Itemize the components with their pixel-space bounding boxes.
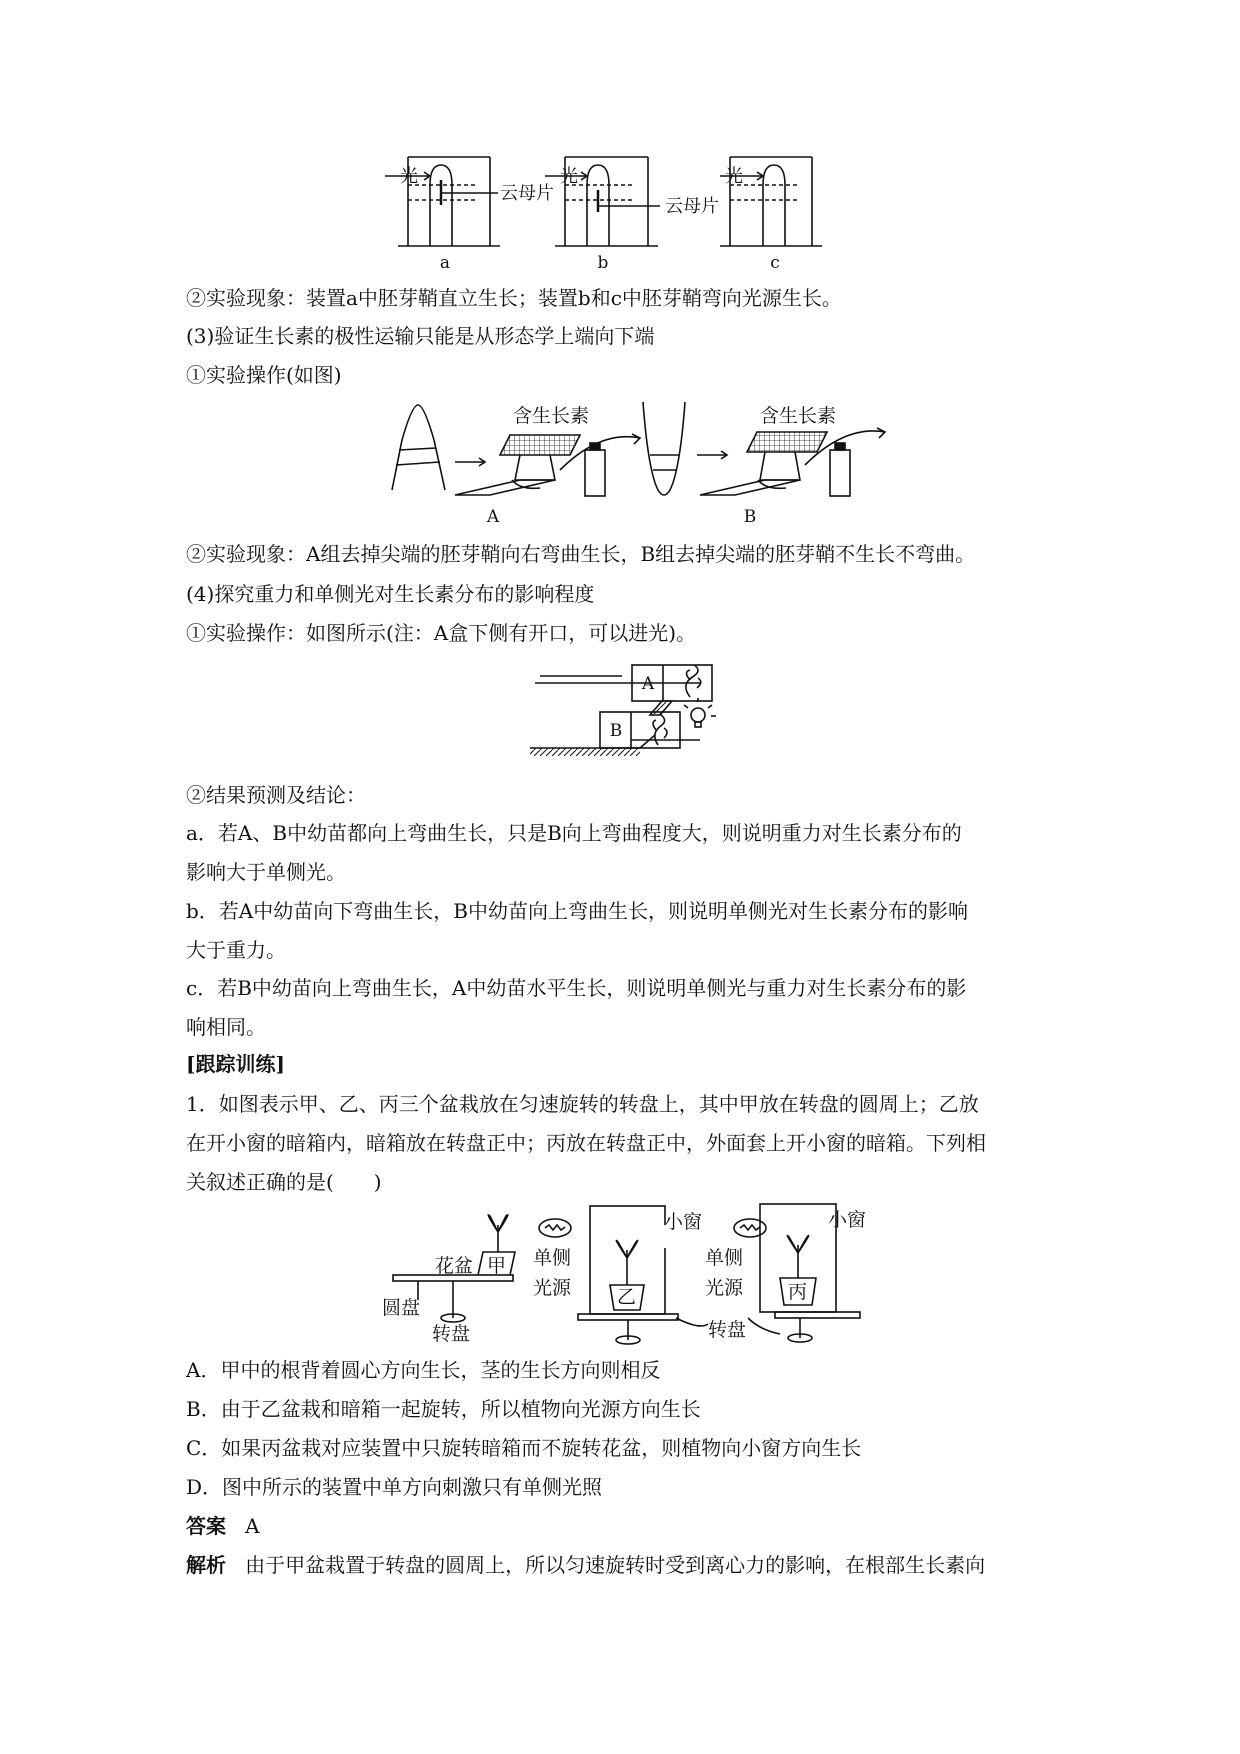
paragraph: ①实验操作(如图) bbox=[186, 363, 342, 387]
question-text: 关叙述正确的是( ) bbox=[186, 1170, 382, 1194]
light-label-a: 光 bbox=[400, 166, 418, 187]
paragraph: ①实验操作：如图所示(注：A盒下侧有开口，可以进光)。 bbox=[186, 621, 697, 645]
mica-label-a: 云母片 bbox=[500, 183, 554, 204]
analysis-text: 由于甲盆栽置于转盘的圆周上，所以匀速旋转时受到离心力的影响，在根部生长素向 bbox=[245, 1553, 986, 1577]
answer-label: 答案 bbox=[186, 1514, 226, 1538]
analysis-label: 解析 bbox=[186, 1553, 226, 1577]
disc-label: 圆盘 bbox=[382, 1297, 421, 1319]
paragraph: b．若A中幼苗向下弯曲生长，B中幼苗向上弯曲生长，则说明单侧光对生长素分布的影响 bbox=[186, 899, 968, 923]
option-b: B．由于乙盆栽和暗箱一起旋转，所以植物向光源方向生长 bbox=[186, 1397, 701, 1421]
pot-yi-label: 乙 bbox=[617, 1286, 637, 1308]
paragraph: ②结果预测及结论： bbox=[186, 783, 366, 807]
paragraph: a．若A、B中幼苗都向上弯曲生长，只是B向上弯曲程度大，则说明重力对生长素分布的 bbox=[186, 821, 962, 845]
option-a: A．甲中的根背着圆心方向生长，茎的生长方向则相反 bbox=[186, 1358, 661, 1382]
paragraph: ②实验现象：A组去掉尖端的胚芽鞘向右弯曲生长，B组去掉尖端的胚芽鞘不生长不弯曲。 bbox=[186, 542, 976, 566]
light-label-b: 光 bbox=[560, 166, 578, 187]
mica-label-b: 云母片 bbox=[665, 196, 719, 217]
turntable-label-right: 转盘 bbox=[708, 1319, 747, 1341]
group-label-a: A bbox=[486, 507, 500, 527]
paragraph: 大于重力。 bbox=[186, 938, 286, 962]
lamp-label-left-2: 光源 bbox=[533, 1277, 572, 1299]
answer bbox=[186, 1512, 260, 1540]
auxin-label-a: 含生长素 bbox=[513, 405, 590, 427]
group-label-b: B bbox=[743, 507, 757, 527]
pot-bing-label: 丙 bbox=[788, 1281, 808, 1303]
paragraph: 影响大于单侧光。 bbox=[186, 860, 346, 884]
box-a-label: A bbox=[641, 674, 655, 694]
lamp-label-left-1: 单侧 bbox=[533, 1247, 572, 1269]
device-label-a: a bbox=[439, 253, 451, 273]
answer-value: A bbox=[245, 1514, 260, 1538]
device-label-b: b bbox=[597, 253, 609, 273]
question-text: 在开小窗的暗箱内，暗箱放在转盘正中；丙放在转盘正中，外面套上开小窗的暗箱。下列相 bbox=[186, 1131, 986, 1155]
question-text: 1．如图表示甲、乙、丙三个盆栽放在匀速旋转的转盘上，其中甲放在转盘的圆周上；乙放 bbox=[186, 1092, 979, 1116]
lamp-label-right-2: 光源 bbox=[705, 1277, 744, 1299]
paragraph: c．若B中幼苗向上弯曲生长，A中幼苗水平生长，则说明单侧光与重力对生长素分布的影 bbox=[186, 976, 967, 1000]
turntable-label-left: 转盘 bbox=[432, 1323, 471, 1345]
paragraph: ②实验现象：装置a中胚芽鞘直立生长；装置b和c中胚芽鞘弯向光源生长。 bbox=[186, 286, 842, 310]
pot-jia-label: 甲 bbox=[487, 1255, 507, 1277]
paragraph: (3)验证生长素的极性运输只能是从形态学上端向下端 bbox=[186, 324, 655, 348]
light-label-c: 光 bbox=[725, 166, 743, 187]
section-heading: [跟踪训练] bbox=[186, 1052, 285, 1076]
paragraph: (4)探究重力和单侧光对生长素分布的影响程度 bbox=[186, 582, 595, 606]
analysis bbox=[186, 1551, 985, 1579]
device-label-c: c bbox=[770, 253, 780, 273]
pot-label: 花盆 bbox=[435, 1255, 474, 1277]
paragraph: 响相同。 bbox=[186, 1015, 266, 1039]
window-label-right: 小窗 bbox=[828, 1209, 867, 1231]
option-c: C．如果丙盆栽对应装置中只旋转暗箱而不旋转花盆，则植物向小窗方向生长 bbox=[186, 1436, 862, 1460]
auxin-label-b: 含生长素 bbox=[760, 405, 837, 427]
lamp-label-right-1: 单侧 bbox=[705, 1247, 744, 1269]
window-label-left: 小窗 bbox=[664, 1211, 703, 1233]
box-b-label: B bbox=[609, 721, 623, 741]
option-d: D．图中所示的装置中单方向刺激只有单侧光照 bbox=[186, 1475, 603, 1499]
